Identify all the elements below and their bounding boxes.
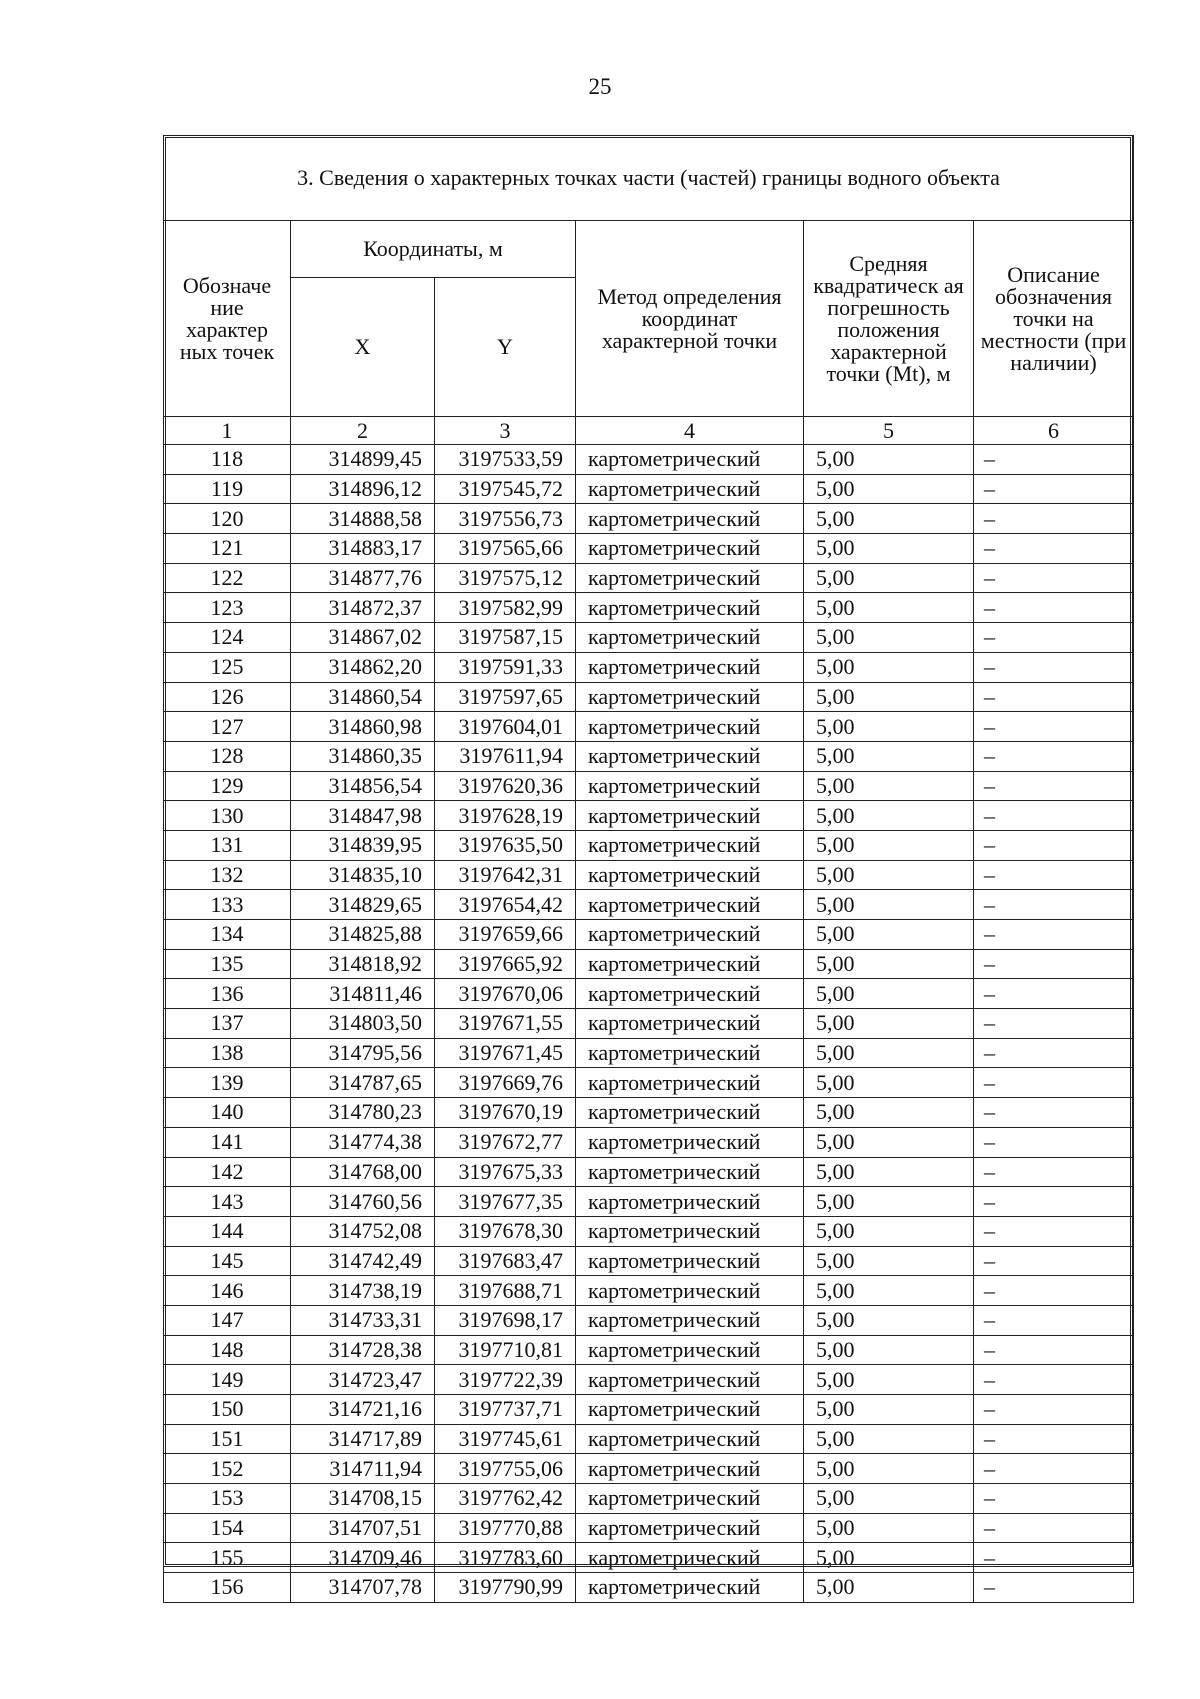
error-cell: 5,00: [804, 1513, 974, 1543]
method-cell: картометрический: [576, 1009, 804, 1039]
description-cell: –: [974, 623, 1134, 653]
error-cell: 5,00: [804, 1009, 974, 1039]
x-coordinate-cell: 314707,51: [291, 1513, 435, 1543]
x-coordinate-cell: 314888,58: [291, 504, 435, 534]
point-id-cell: 129: [164, 771, 291, 801]
point-id-cell: 127: [164, 712, 291, 742]
y-coordinate-cell: 3197710,81: [435, 1335, 576, 1365]
error-cell: 5,00: [804, 1276, 974, 1306]
description-cell: –: [974, 801, 1134, 831]
error-cell: 5,00: [804, 1365, 974, 1395]
y-coordinate-cell: 3197642,31: [435, 860, 576, 890]
error-cell: 5,00: [804, 1216, 974, 1246]
description-cell: –: [974, 830, 1134, 860]
y-coordinate-cell: 3197698,17: [435, 1305, 576, 1335]
y-coordinate-cell: 3197591,33: [435, 652, 576, 682]
point-id-cell: 124: [164, 623, 291, 653]
error-cell: 5,00: [804, 890, 974, 920]
description-cell: –: [974, 1009, 1134, 1039]
x-coordinate-cell: 314707,78: [291, 1573, 435, 1603]
y-coordinate-cell: 3197545,72: [435, 474, 576, 504]
method-cell: картометрический: [576, 1127, 804, 1157]
description-cell: –: [974, 652, 1134, 682]
y-coordinate-cell: 3197722,39: [435, 1365, 576, 1395]
x-coordinate-cell: 314862,20: [291, 652, 435, 682]
y-coordinate-cell: 3197635,50: [435, 830, 576, 860]
x-coordinate-cell: 314860,54: [291, 682, 435, 712]
method-cell: картометрический: [576, 623, 804, 653]
x-coordinate-cell: 314721,16: [291, 1395, 435, 1425]
method-cell: картометрический: [576, 445, 804, 475]
x-coordinate-cell: 314860,98: [291, 712, 435, 742]
error-cell: 5,00: [804, 741, 974, 771]
x-coordinate-cell: 314883,17: [291, 534, 435, 564]
header-designation: Обозначе ние характер ных точек: [164, 221, 291, 417]
header-coordinates: Координаты, м: [291, 221, 576, 278]
y-coordinate-cell: 3197770,88: [435, 1513, 576, 1543]
x-coordinate-cell: 314872,37: [291, 593, 435, 623]
table-title: 3. Сведения о характерных точках части (частей) границы водного объекта: [164, 136, 1134, 221]
error-cell: 5,00: [804, 1098, 974, 1128]
error-cell: 5,00: [804, 830, 974, 860]
point-id-cell: 132: [164, 860, 291, 890]
point-id-cell: 151: [164, 1424, 291, 1454]
x-coordinate-cell: 314860,35: [291, 741, 435, 771]
y-coordinate-cell: 3197683,47: [435, 1246, 576, 1276]
point-id-cell: 147: [164, 1305, 291, 1335]
error-cell: 5,00: [804, 534, 974, 564]
method-cell: картометрический: [576, 920, 804, 950]
method-cell: картометрический: [576, 979, 804, 1009]
x-coordinate-cell: 314811,46: [291, 979, 435, 1009]
method-cell: картометрический: [576, 504, 804, 534]
description-cell: –: [974, 504, 1134, 534]
error-cell: 5,00: [804, 623, 974, 653]
y-coordinate-cell: 3197665,92: [435, 949, 576, 979]
method-cell: картометрический: [576, 1187, 804, 1217]
error-cell: 5,00: [804, 771, 974, 801]
x-coordinate-cell: 314717,89: [291, 1424, 435, 1454]
error-cell: 5,00: [804, 949, 974, 979]
error-cell: 5,00: [804, 652, 974, 682]
x-coordinate-cell: 314825,88: [291, 920, 435, 950]
point-id-cell: 146: [164, 1276, 291, 1306]
description-cell: –: [974, 1068, 1134, 1098]
x-coordinate-cell: 314856,54: [291, 771, 435, 801]
error-cell: 5,00: [804, 979, 974, 1009]
point-id-cell: 149: [164, 1365, 291, 1395]
error-cell: 5,00: [804, 474, 974, 504]
method-cell: картометрический: [576, 890, 804, 920]
point-id-cell: 119: [164, 474, 291, 504]
y-coordinate-cell: 3197677,35: [435, 1187, 576, 1217]
point-id-cell: 148: [164, 1335, 291, 1365]
method-cell: картометрический: [576, 1573, 804, 1603]
y-coordinate-cell: 3197669,76: [435, 1068, 576, 1098]
point-id-cell: 134: [164, 920, 291, 950]
x-coordinate-cell: 314760,56: [291, 1187, 435, 1217]
y-coordinate-cell: 3197678,30: [435, 1216, 576, 1246]
y-coordinate-cell: 3197672,77: [435, 1127, 576, 1157]
error-cell: 5,00: [804, 1543, 974, 1573]
description-cell: –: [974, 1573, 1134, 1603]
point-id-cell: 125: [164, 652, 291, 682]
description-cell: –: [974, 1127, 1134, 1157]
point-id-cell: 120: [164, 504, 291, 534]
x-coordinate-cell: 314728,38: [291, 1335, 435, 1365]
error-cell: 5,00: [804, 1454, 974, 1484]
y-coordinate-cell: 3197587,15: [435, 623, 576, 653]
method-cell: картометрический: [576, 860, 804, 890]
description-cell: –: [974, 890, 1134, 920]
method-cell: картометрический: [576, 1038, 804, 1068]
y-coordinate-cell: 3197565,66: [435, 534, 576, 564]
point-id-cell: 144: [164, 1216, 291, 1246]
x-coordinate-cell: 314818,92: [291, 949, 435, 979]
table-frame: [163, 135, 1133, 1567]
y-coordinate-cell: 3197745,61: [435, 1424, 576, 1454]
error-cell: 5,00: [804, 1127, 974, 1157]
description-cell: –: [974, 1246, 1134, 1276]
description-cell: –: [974, 1543, 1134, 1573]
x-coordinate-cell: 314711,94: [291, 1454, 435, 1484]
error-cell: 5,00: [804, 1395, 974, 1425]
x-coordinate-cell: 314709,46: [291, 1543, 435, 1573]
error-cell: 5,00: [804, 1573, 974, 1603]
description-cell: –: [974, 741, 1134, 771]
y-coordinate-cell: 3197556,73: [435, 504, 576, 534]
y-coordinate-cell: 3197671,55: [435, 1009, 576, 1039]
method-cell: картометрический: [576, 712, 804, 742]
point-id-cell: 156: [164, 1573, 291, 1603]
error-cell: 5,00: [804, 1424, 974, 1454]
x-coordinate-cell: 314803,50: [291, 1009, 435, 1039]
description-cell: –: [974, 771, 1134, 801]
description-cell: –: [974, 563, 1134, 593]
point-id-cell: 135: [164, 949, 291, 979]
header-error: Средняя квадратическ ая погрешность положения характерной точки (Mt), м: [804, 221, 974, 417]
y-coordinate-cell: 3197611,94: [435, 741, 576, 771]
point-id-cell: 142: [164, 1157, 291, 1187]
x-coordinate-cell: 314877,76: [291, 563, 435, 593]
x-coordinate-cell: 314774,38: [291, 1127, 435, 1157]
point-id-cell: 131: [164, 830, 291, 860]
x-coordinate-cell: 314829,65: [291, 890, 435, 920]
method-cell: картометрический: [576, 949, 804, 979]
x-coordinate-cell: 314847,98: [291, 801, 435, 831]
method-cell: картометрический: [576, 1513, 804, 1543]
method-cell: картометрический: [576, 682, 804, 712]
y-coordinate-cell: 3197755,06: [435, 1454, 576, 1484]
y-coordinate-cell: 3197783,60: [435, 1543, 576, 1573]
y-coordinate-cell: 3197604,01: [435, 712, 576, 742]
method-cell: картометрический: [576, 1098, 804, 1128]
method-cell: картометрический: [576, 1365, 804, 1395]
point-id-cell: 139: [164, 1068, 291, 1098]
description-cell: –: [974, 979, 1134, 1009]
point-id-cell: 130: [164, 801, 291, 831]
x-coordinate-cell: 314899,45: [291, 445, 435, 475]
point-id-cell: 140: [164, 1098, 291, 1128]
column-number: 2: [291, 417, 435, 445]
x-coordinate-cell: 314835,10: [291, 860, 435, 890]
method-cell: картометрический: [576, 741, 804, 771]
y-coordinate-cell: 3197671,45: [435, 1038, 576, 1068]
x-coordinate-cell: 314896,12: [291, 474, 435, 504]
description-cell: –: [974, 1424, 1134, 1454]
method-cell: картометрический: [576, 474, 804, 504]
header-y: Y: [435, 278, 576, 417]
x-coordinate-cell: 314768,00: [291, 1157, 435, 1187]
method-cell: картометрический: [576, 534, 804, 564]
point-id-cell: 150: [164, 1395, 291, 1425]
method-cell: картометрический: [576, 593, 804, 623]
point-id-cell: 128: [164, 741, 291, 771]
error-cell: 5,00: [804, 1484, 974, 1514]
y-coordinate-cell: 3197675,33: [435, 1157, 576, 1187]
column-number: 5: [804, 417, 974, 445]
error-cell: 5,00: [804, 1157, 974, 1187]
error-cell: 5,00: [804, 1038, 974, 1068]
point-id-cell: 145: [164, 1246, 291, 1276]
point-id-cell: 122: [164, 563, 291, 593]
description-cell: –: [974, 474, 1134, 504]
description-cell: –: [974, 1038, 1134, 1068]
x-coordinate-cell: 314780,23: [291, 1098, 435, 1128]
column-number: 6: [974, 417, 1134, 445]
y-coordinate-cell: 3197620,36: [435, 771, 576, 801]
description-cell: –: [974, 534, 1134, 564]
description-cell: –: [974, 1484, 1134, 1514]
description-cell: –: [974, 682, 1134, 712]
y-coordinate-cell: 3197654,42: [435, 890, 576, 920]
point-id-cell: 133: [164, 890, 291, 920]
error-cell: 5,00: [804, 445, 974, 475]
method-cell: картометрический: [576, 1305, 804, 1335]
description-cell: –: [974, 1216, 1134, 1246]
y-coordinate-cell: 3197737,71: [435, 1395, 576, 1425]
y-coordinate-cell: 3197670,06: [435, 979, 576, 1009]
method-cell: картометрический: [576, 1454, 804, 1484]
error-cell: 5,00: [804, 593, 974, 623]
method-cell: картометрический: [576, 563, 804, 593]
point-id-cell: 126: [164, 682, 291, 712]
x-coordinate-cell: 314867,02: [291, 623, 435, 653]
description-cell: –: [974, 1098, 1134, 1128]
method-cell: картометрический: [576, 1246, 804, 1276]
error-cell: 5,00: [804, 1246, 974, 1276]
x-coordinate-cell: 314795,56: [291, 1038, 435, 1068]
method-cell: картометрический: [576, 1543, 804, 1573]
description-cell: –: [974, 445, 1134, 475]
column-number: 3: [435, 417, 576, 445]
y-coordinate-cell: 3197628,19: [435, 801, 576, 831]
error-cell: 5,00: [804, 1187, 974, 1217]
error-cell: 5,00: [804, 801, 974, 831]
error-cell: 5,00: [804, 860, 974, 890]
point-id-cell: 141: [164, 1127, 291, 1157]
description-cell: –: [974, 1365, 1134, 1395]
method-cell: картометрический: [576, 652, 804, 682]
header-x: X: [291, 278, 435, 417]
method-cell: картометрический: [576, 1216, 804, 1246]
error-cell: 5,00: [804, 682, 974, 712]
x-coordinate-cell: 314752,08: [291, 1216, 435, 1246]
method-cell: картометрический: [576, 771, 804, 801]
point-id-cell: 153: [164, 1484, 291, 1514]
error-cell: 5,00: [804, 920, 974, 950]
x-coordinate-cell: 314738,19: [291, 1276, 435, 1306]
description-cell: –: [974, 1187, 1134, 1217]
error-cell: 5,00: [804, 1068, 974, 1098]
description-cell: –: [974, 1305, 1134, 1335]
description-cell: –: [974, 1276, 1134, 1306]
point-id-cell: 152: [164, 1454, 291, 1484]
error-cell: 5,00: [804, 712, 974, 742]
error-cell: 5,00: [804, 504, 974, 534]
x-coordinate-cell: 314723,47: [291, 1365, 435, 1395]
description-cell: –: [974, 712, 1134, 742]
y-coordinate-cell: 3197533,59: [435, 445, 576, 475]
method-cell: картометрический: [576, 1484, 804, 1514]
error-cell: 5,00: [804, 563, 974, 593]
method-cell: картометрический: [576, 830, 804, 860]
method-cell: картометрический: [576, 1335, 804, 1365]
method-cell: картометрический: [576, 1068, 804, 1098]
y-coordinate-cell: 3197688,71: [435, 1276, 576, 1306]
method-cell: картометрический: [576, 1157, 804, 1187]
column-number: 4: [576, 417, 804, 445]
point-id-cell: 121: [164, 534, 291, 564]
y-coordinate-cell: 3197790,99: [435, 1573, 576, 1603]
error-cell: 5,00: [804, 1305, 974, 1335]
point-id-cell: 118: [164, 445, 291, 475]
description-cell: –: [974, 1513, 1134, 1543]
y-coordinate-cell: 3197575,12: [435, 563, 576, 593]
description-cell: –: [974, 949, 1134, 979]
point-id-cell: 143: [164, 1187, 291, 1217]
x-coordinate-cell: 314733,31: [291, 1305, 435, 1335]
x-coordinate-cell: 314742,49: [291, 1246, 435, 1276]
y-coordinate-cell: 3197762,42: [435, 1484, 576, 1514]
error-cell: 5,00: [804, 1335, 974, 1365]
point-id-cell: 154: [164, 1513, 291, 1543]
description-cell: –: [974, 1335, 1134, 1365]
description-cell: –: [974, 860, 1134, 890]
description-cell: –: [974, 1395, 1134, 1425]
table-row: [164, 1573, 1134, 1603]
method-cell: картометрический: [576, 1395, 804, 1425]
y-coordinate-cell: 3197659,66: [435, 920, 576, 950]
description-cell: –: [974, 1157, 1134, 1187]
column-number: 1: [164, 417, 291, 445]
point-id-cell: 137: [164, 1009, 291, 1039]
page-number: 25: [588, 74, 612, 99]
y-coordinate-cell: 3197597,65: [435, 682, 576, 712]
description-cell: –: [974, 1454, 1134, 1484]
x-coordinate-cell: 314839,95: [291, 830, 435, 860]
y-coordinate-cell: 3197582,99: [435, 593, 576, 623]
point-id-cell: 123: [164, 593, 291, 623]
method-cell: картометрический: [576, 801, 804, 831]
description-cell: –: [974, 593, 1134, 623]
x-coordinate-cell: 314708,15: [291, 1484, 435, 1514]
method-cell: картометрический: [576, 1276, 804, 1306]
x-coordinate-cell: 314787,65: [291, 1068, 435, 1098]
point-id-cell: 138: [164, 1038, 291, 1068]
header-description: Описание обозначения точки на местности (при наличии): [974, 221, 1134, 417]
description-cell: –: [974, 920, 1134, 950]
point-id-cell: 136: [164, 979, 291, 1009]
method-cell: картометрический: [576, 1424, 804, 1454]
point-id-cell: 155: [164, 1543, 291, 1573]
y-coordinate-cell: 3197670,19: [435, 1098, 576, 1128]
header-method: Метод определения координат характерной точки: [576, 221, 804, 417]
